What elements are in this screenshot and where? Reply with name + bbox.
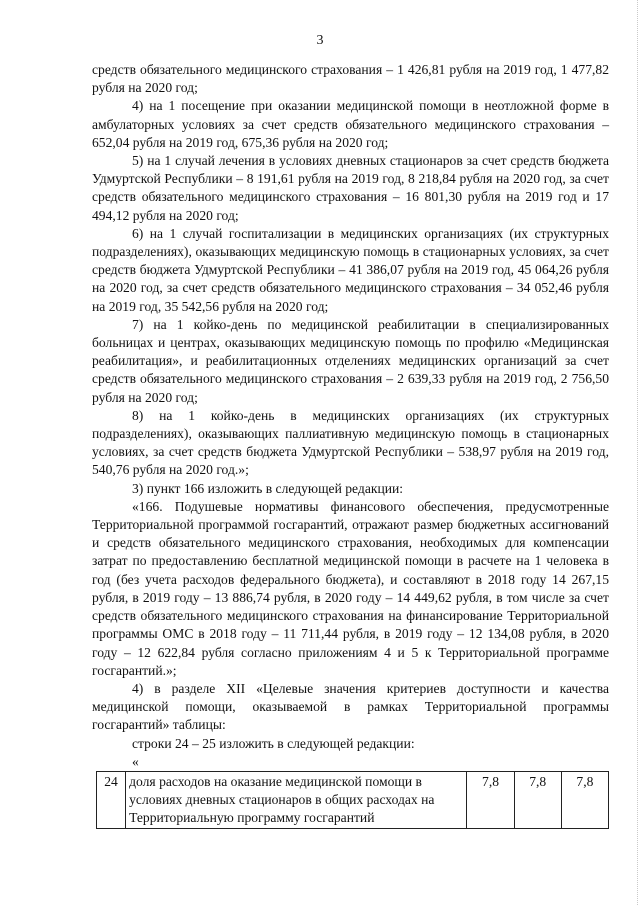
criteria-table	[96, 771, 609, 829]
row-number-cell: 24	[97, 771, 126, 828]
paragraph: средств обязательного медицинского страхования – 1 426,81 рубля на 2019 год, 1 477,82 рубля на 2020 год;	[92, 62, 609, 96]
document-body	[92, 61, 609, 829]
value-cell: 7,8	[561, 771, 608, 828]
value-cell: 7,8	[514, 771, 561, 828]
scan-edge-line	[636, 0, 638, 905]
paragraph: 4) на 1 посещение при оказании медицинской помощи в неотложной форме в амбулаторных условиях за счет средств обязательного медицинского страхования – 652,04 рубля на 2019 год, 675,36 рубля на 2020 год;	[92, 98, 609, 150]
paragraph: 7) на 1 койко-день по медицинской реабилитации в специализированных больницах и центрах, оказывающих медицинскую помощь по профилю «Медицинская реабилитация», и реабилитационных отделениях медицинских организаций за счет средств обязательного медицинского страхования – 2 639,33 рубля на 2019 год, 2 756,50 рубля на 2020 год;	[92, 316, 609, 405]
paragraph: строки 24 – 25 изложить в следующей редакции:	[132, 735, 415, 751]
paragraph: 8) на 1 койко-день в медицинских организациях (их структурных подразделениях), оказывающих паллиативную медицинскую помощь в стационарных условиях, за счет средств бюджета Удмуртской Республики – 538,97 рубля на 2019 год, 540,76 рубля на 2020 год.»;	[92, 407, 609, 478]
paragraph: 3) пункт 166 изложить в следующей редакции:	[132, 480, 404, 496]
quote-open-mark: «	[132, 753, 139, 769]
paragraph: 4) в разделе XII «Целевые значения критериев доступности и качества медицинской помощи, оказываемой в рамках Территориальной программы госгарантий» таблицы:	[92, 680, 609, 733]
paragraph: 6) на 1 случай госпитализации в медицинских организациях (их структурных подразделениях), оказывающих медицинскую помощь в стационарных условиях, за счет средств бюджета Удмуртской Республики – 41 386,07 рубля на 2019 год, 45 064,26 рубля на 2020 год, за счет средств обязательного медицинского страхования – 34 052,46 рубля на 2019 год, 35 542,56 рубля на 2020 год;	[92, 225, 609, 314]
table-row	[97, 771, 609, 828]
paragraph: «166. Подушевые нормативы финансового обеспечения, предусмотренные Территориальной программой госгарантий, отражают размер бюджетных ассигнований и средств обязательного медицинского страхования, необходимых для компенсации затрат по предоставлению бесплатной медицинской помощи в расчете на 1 человека в год (без учета расходов федерального бюджета), и составляют в 2018 году 14 267,15 рубля, в 2019 году – 13 886,74 рубля, в 2020 году – 14 449,62 рубля, в том числе за счет средств обязательного медицинского страхования на финансирование Территориальной программы ОМС в 2018 году – 11 711,44 рубля, в 2019 году – 12 134,08 рубля, в 2020 году – 12 622,84 рубля согласно приложениям 4 и 5 к Территориальной программе госгарантий.»;	[92, 498, 609, 678]
paragraph-list	[92, 61, 609, 753]
criterion-text-cell: доля расходов на оказание медицинской помощи в условиях дневных стационаров в общих расходах на Территориальную программу госгарантий	[126, 771, 467, 828]
page-number: 3	[316, 33, 324, 48]
value-cell: 7,8	[467, 771, 514, 828]
paragraph: 5) на 1 случай лечения в условиях дневных стационаров за счет средств бюджета Удмуртской Республики – 8 191,61 рубля на 2019 год, 8 218,84 рубля на 2020 год, за счет средств обязательного медицинского страхования – 16 801,30 рубля на 2019 год и 17 494,12 рубля на 2020 год;	[92, 153, 609, 223]
